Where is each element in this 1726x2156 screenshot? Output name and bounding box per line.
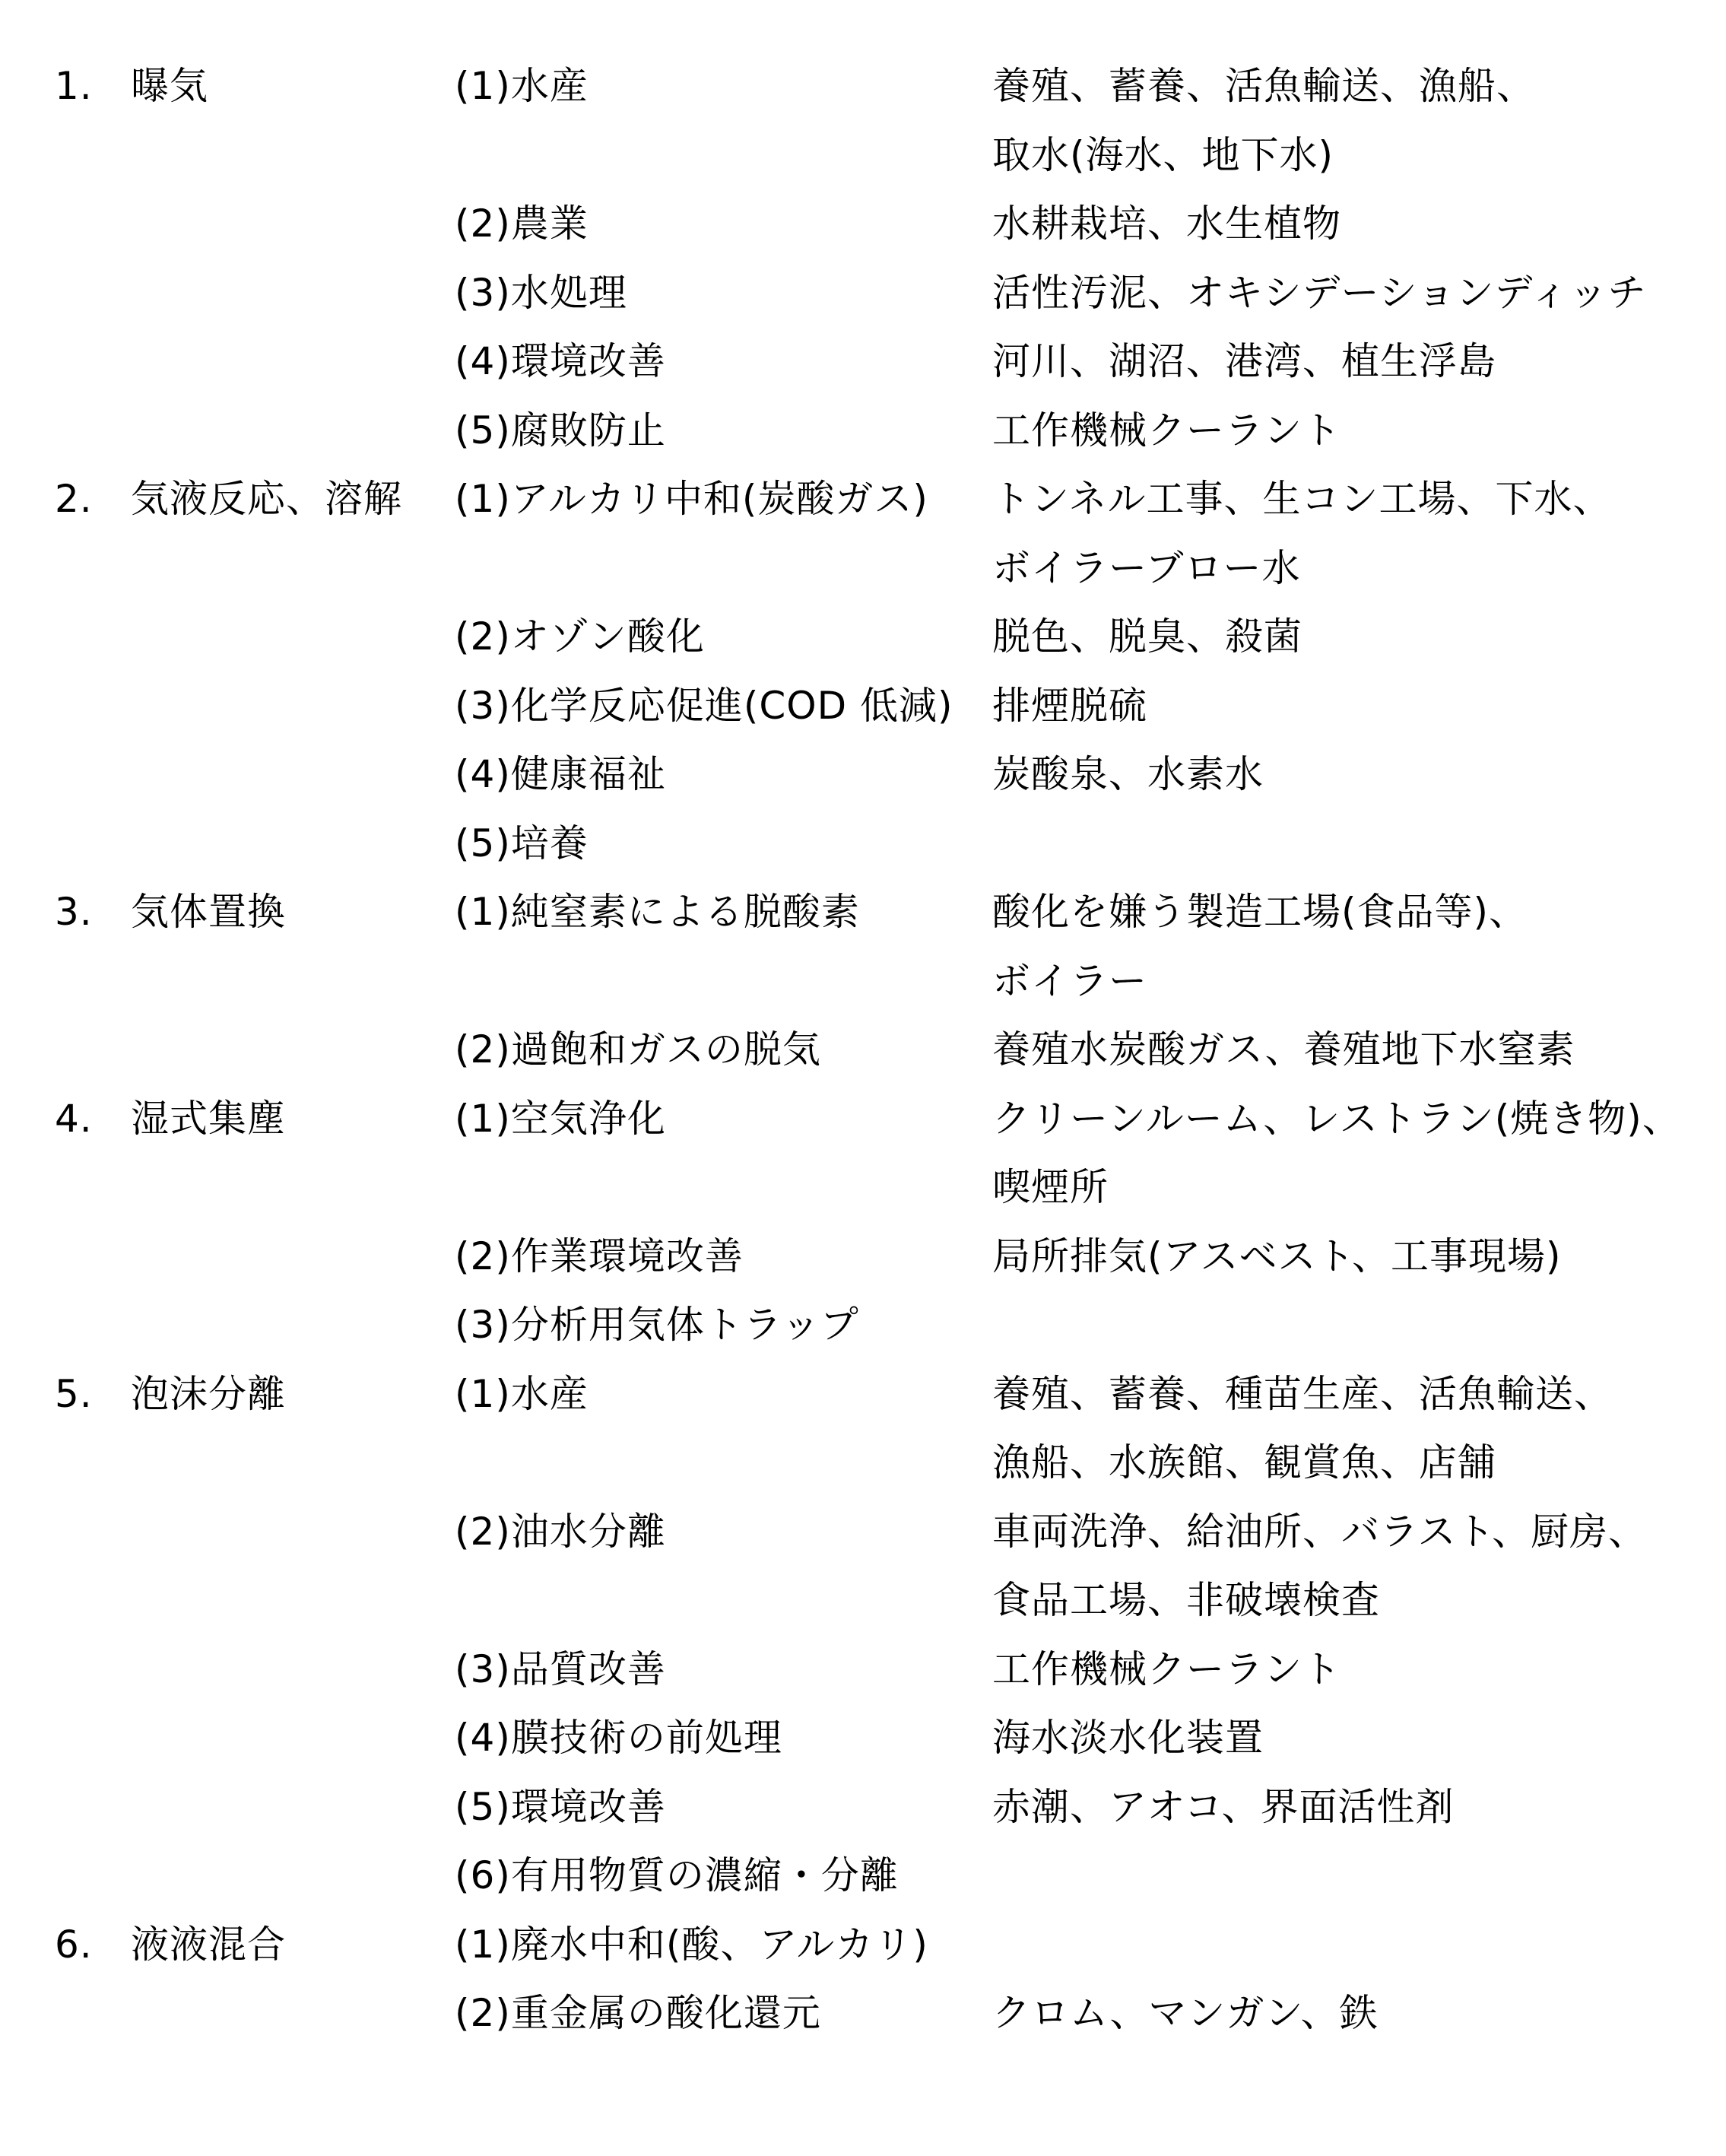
- category-name: 気体置換: [131, 890, 286, 934]
- application-examples: 食品工場、非破壊検査: [992, 1578, 1380, 1622]
- sub-application: (3)化学反応促進(COD 低減): [455, 683, 953, 728]
- application-examples: ボイラーブロー水: [992, 545, 1301, 590]
- category-name: 気液反応、溶解: [131, 477, 402, 521]
- application-examples: 養殖水炭酸ガス、養殖地下水窒素: [992, 1027, 1575, 1072]
- application-examples: 排煙脱硫: [992, 683, 1147, 728]
- category-number: 6.: [55, 1922, 93, 1967]
- list-row: [0, 1922, 1726, 1995]
- application-examples: 脱色、脱臭、殺菌: [992, 614, 1302, 659]
- sub-application: (4)膜技術の前処理: [455, 1716, 782, 1760]
- sub-application: (5)培養: [455, 821, 589, 865]
- sub-application: (2)重金属の酸化還元: [455, 1991, 821, 2035]
- sub-application: (5)腐敗防止: [455, 408, 666, 452]
- application-examples: 工作機械クーラント: [992, 1646, 1341, 1691]
- application-examples: 酸化を嫌う製造工場(食品等)、: [992, 890, 1528, 934]
- sub-application: (2)農業: [455, 202, 589, 246]
- list-row: [0, 545, 1726, 618]
- sub-application: (3)分析用気体トラップ: [455, 1303, 859, 1347]
- list-row: [0, 339, 1726, 411]
- list-row: [0, 683, 1726, 756]
- list-row: [0, 477, 1726, 549]
- category-name: 液液混合: [131, 1922, 286, 1967]
- list-row: [0, 1853, 1726, 1926]
- sub-application: (2)作業環境改善: [455, 1234, 744, 1278]
- list-row: [0, 1371, 1726, 1444]
- list-row: [0, 408, 1726, 481]
- sub-application: (3)品質改善: [455, 1646, 666, 1691]
- list-row: [0, 132, 1726, 205]
- application-examples: クロム、マンガン、鉄: [992, 1991, 1379, 2035]
- sub-application: (1)純窒素による脱酸素: [455, 890, 860, 934]
- list-row: [0, 1578, 1726, 1650]
- category-name: 曝気: [131, 64, 208, 108]
- list-row: [0, 1509, 1726, 1582]
- sub-application: (1)アルカリ中和(炭酸ガス): [455, 477, 928, 521]
- application-examples: 工作機械クーラント: [992, 408, 1341, 452]
- application-examples: 活性汚泥、オキシデーションディッチ: [992, 270, 1647, 315]
- application-examples: 炭酸泉、水素水: [992, 752, 1264, 796]
- list-row: [0, 1646, 1726, 1719]
- application-examples: 養殖、蓄養、種苗生産、活魚輸送、: [992, 1371, 1613, 1416]
- sub-application: (1)空気浄化: [455, 1096, 666, 1141]
- list-row: [0, 1096, 1726, 1169]
- list-row: [0, 958, 1726, 1031]
- sub-application: (2)油水分離: [455, 1509, 666, 1554]
- sub-application: (6)有用物質の濃縮・分離: [455, 1853, 899, 1897]
- list-row: [0, 752, 1726, 824]
- list-row: [0, 890, 1726, 962]
- application-examples: 取水(海水、地下水): [992, 132, 1334, 177]
- application-examples: クリーンルーム、レストラン(焼き物)、: [992, 1096, 1681, 1141]
- list-row: [0, 1716, 1726, 1788]
- sub-application: (2)過飽和ガスの脱気: [455, 1027, 821, 1072]
- application-examples: 水耕栽培、水生植物: [992, 202, 1341, 246]
- list-row: [0, 1440, 1726, 1513]
- sub-application: (5)環境改善: [455, 1784, 666, 1829]
- sub-application: (3)水処理: [455, 270, 627, 315]
- application-examples: トンネル工事、生コン工場、下水、: [992, 477, 1612, 521]
- application-examples: 養殖、蓄養、活魚輸送、漁船、: [992, 64, 1535, 108]
- list-row: [0, 1784, 1726, 1857]
- sub-application: (1)水産: [455, 64, 589, 108]
- category-name: 泡沫分離: [131, 1371, 286, 1416]
- category-name: 湿式集塵: [131, 1096, 286, 1141]
- category-number: 1.: [55, 64, 93, 108]
- list-row: [0, 1303, 1726, 1375]
- list-row: [0, 1165, 1726, 1237]
- application-examples: ボイラー: [992, 958, 1147, 1003]
- sub-application: (4)健康福祉: [455, 752, 666, 796]
- application-examples: 局所排気(アスベスト、工事現場): [992, 1234, 1562, 1278]
- sub-application: (2)オゾン酸化: [455, 614, 705, 659]
- application-examples: 漁船、水族館、観賞魚、店舗: [992, 1440, 1496, 1484]
- application-examples: 車両洗浄、給油所、バラスト、厨房、: [992, 1509, 1647, 1554]
- list-row: [0, 64, 1726, 136]
- category-number: 4.: [55, 1096, 93, 1141]
- sub-application: (4)環境改善: [455, 339, 666, 383]
- list-row: [0, 1027, 1726, 1100]
- list-row: [0, 614, 1726, 687]
- application-examples: 赤潮、アオコ、界面活性剤: [992, 1784, 1455, 1829]
- list-row: [0, 202, 1726, 274]
- list-row: [0, 1234, 1726, 1307]
- sub-application: (1)水産: [455, 1371, 589, 1416]
- application-examples: 喫煙所: [992, 1165, 1109, 1209]
- list-row: [0, 821, 1726, 894]
- sub-application: (1)廃水中和(酸、アルカリ): [455, 1922, 928, 1967]
- category-number: 2.: [55, 477, 93, 521]
- list-row: [0, 270, 1726, 343]
- list-row: [0, 1991, 1726, 2063]
- category-number: 3.: [55, 890, 93, 934]
- application-examples: 海水淡水化装置: [992, 1716, 1264, 1760]
- application-examples: 河川、湖沼、港湾、植生浮島: [992, 339, 1496, 383]
- category-number: 5.: [55, 1371, 93, 1416]
